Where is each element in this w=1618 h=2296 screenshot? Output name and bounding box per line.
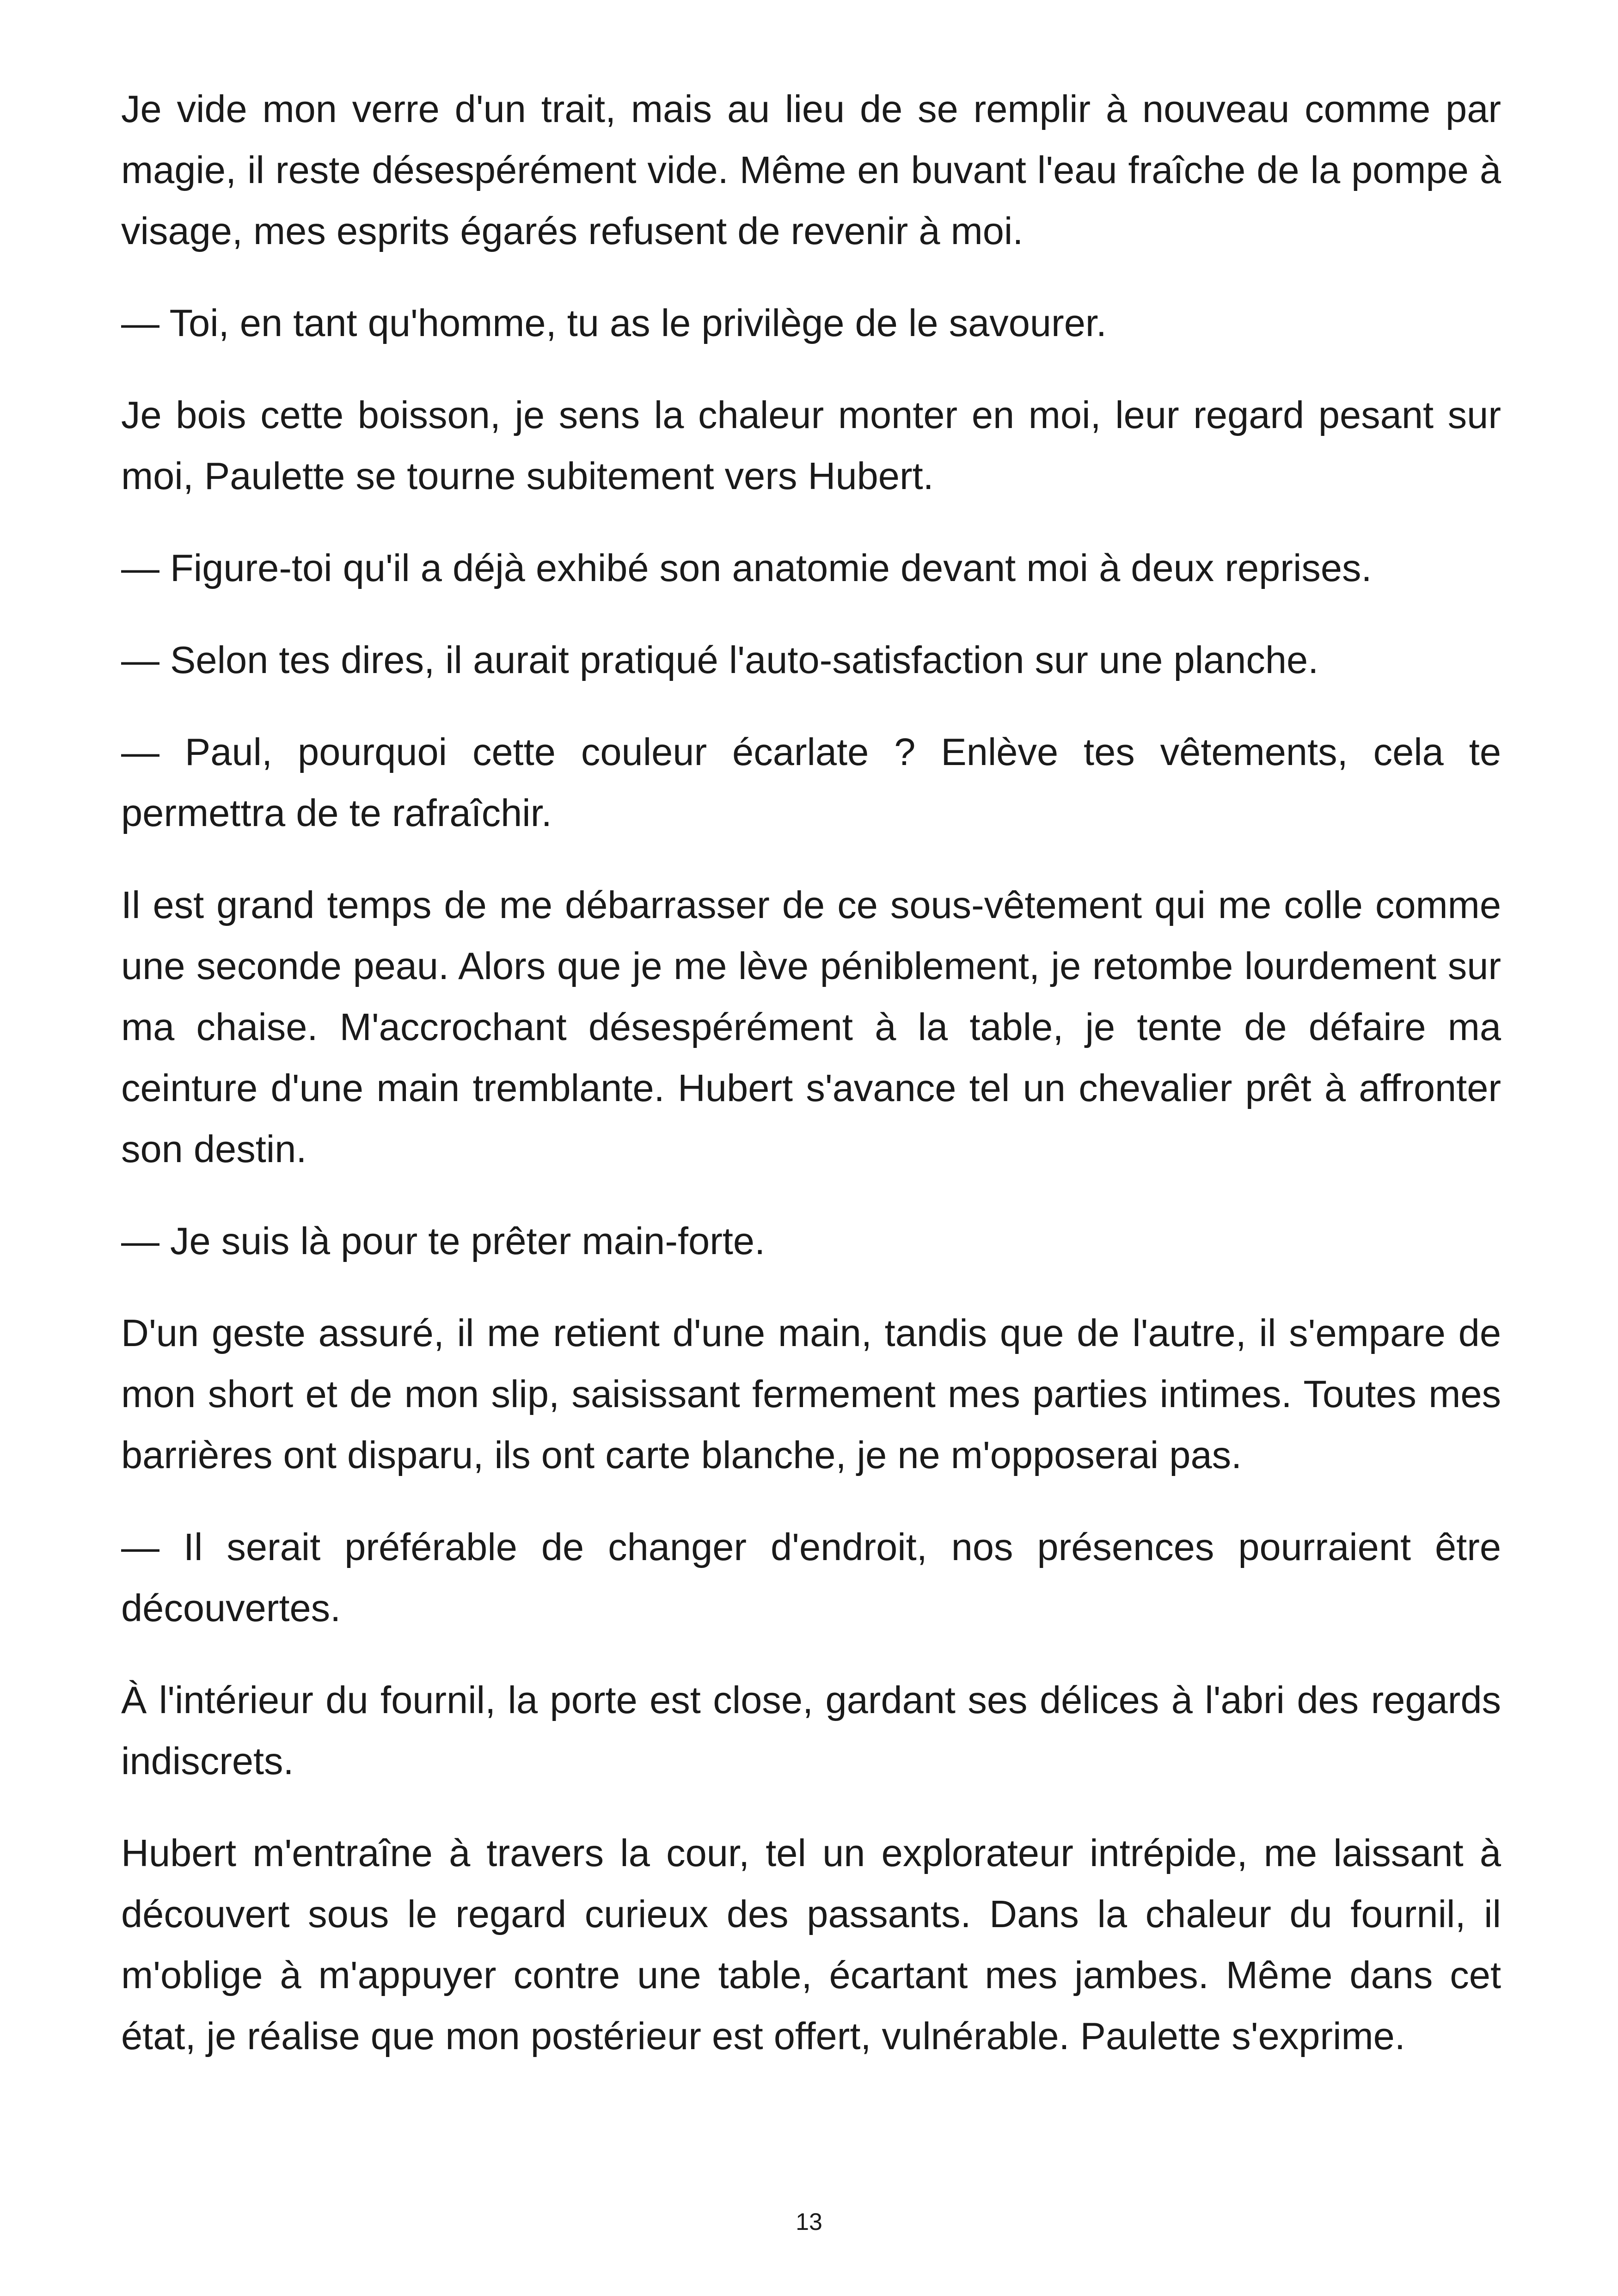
paragraph: À l'intérieur du fournil, la porte est close, gardant ses délices à l'abri des regards indiscrets.: [121, 1678, 1501, 1782]
paragraph: Il est grand temps de me débarrasser de ce sous-vêtement qui me colle comme une seconde peau. Alors que je me lève péniblement, je retombe lourdement sur ma chaise. M'accrochant désespérément à la table, je tente de défaire ma ceinture d'une main tremblante. Hubert s'avance tel un chevalier prêt à affronter son destin.: [121, 883, 1501, 1170]
dialogue-line: — Paul, pourquoi cette couleur écarlate ? Enlève tes vêtements, cela te permettra de te rafraîchir.: [121, 730, 1501, 834]
dialogue-line: — Figure-toi qu'il a déjà exhibé son anatomie devant moi à deux reprises.: [121, 546, 1372, 589]
dialogue-line: — Il serait préférable de changer d'endroit, nos présences pourraient être découvertes.: [121, 1525, 1501, 1629]
dialogue-line: — Je suis là pour te prêter main-forte.: [121, 1219, 766, 1262]
page-number: 13: [796, 2209, 822, 2235]
paragraph: D'un geste assuré, il me retient d'une main, tandis que de l'autre, il s'empare de mon short et de mon slip, saisissant fermement mes parties intimes. Toutes mes barrières ont disparu, ils ont carte blanche, je ne m'opposerai pas.: [121, 1311, 1501, 1476]
dialogue-line: — Selon tes dires, il aurait pratiqué l'auto-satisfaction sur une planche.: [121, 638, 1319, 681]
dialogue-line: — Toi, en tant qu'homme, tu as le privilège de le savourer.: [121, 301, 1107, 344]
paragraph: Je bois cette boisson, je sens la chaleur monter en moi, leur regard pesant sur moi, Paulette se tourne subitement vers Hubert.: [121, 393, 1501, 497]
paragraph: Je vide mon verre d'un trait, mais au lieu de se remplir à nouveau comme par magie, il reste désespérément vide. Même en buvant l'eau fraîche de la pompe à visage, mes esprits égarés refusent de revenir à moi.: [121, 87, 1501, 252]
paragraph: Hubert m'entraîne à travers la cour, tel un explorateur intrépide, me laissant à découvert sous le regard curieux des passants. Dans la chaleur du fournil, il m'oblige à m'appuyer contre une table, écartant mes jambes. Même dans cet état, je réalise que mon postérieur est offert, vulnérable. Paulette s'exprime.: [121, 1831, 1501, 2057]
page-body: [121, 79, 1501, 2098]
